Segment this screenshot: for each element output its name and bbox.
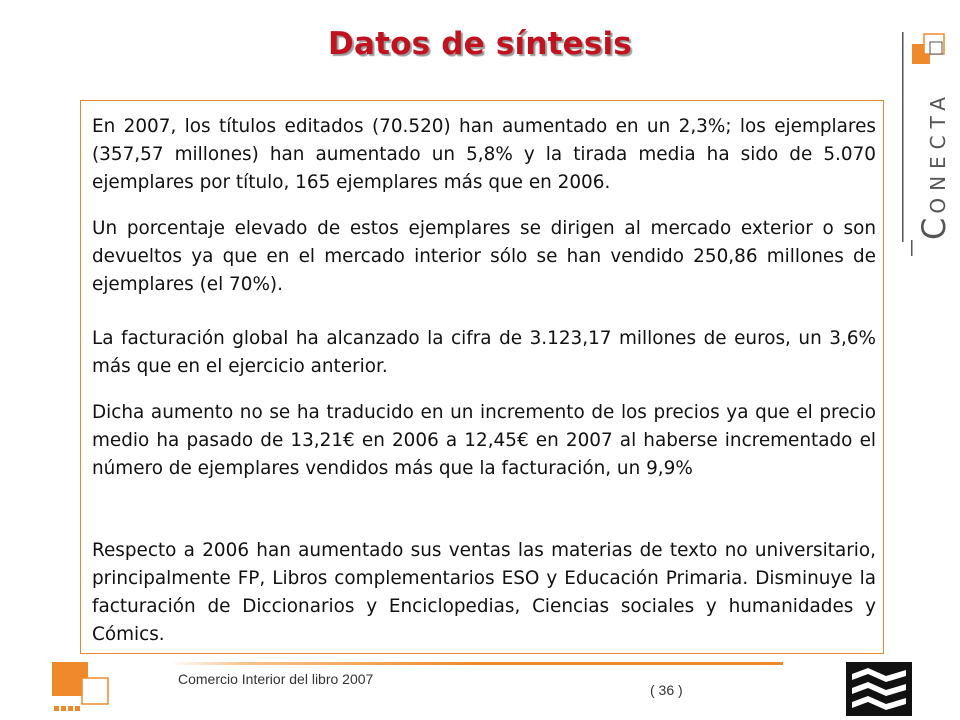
logo-rest: ONECTA: [926, 90, 950, 214]
paragraph-titles: En 2007, los títulos editados (70.520) han aumentado en un 2,3%; los ejemplares (357,57 millones) han aumentado un 5,8% y la tirada media ha sido de 5.070 ejemplares por título, 165 ejemplares más que en 2006.: [92, 116, 876, 193]
footer-divider: [170, 662, 783, 665]
page-number: ( 36 ): [650, 682, 683, 698]
paragraph-revenue: La facturación global ha alcanzado la cifra de 3.123,17 millones de euros, un 3,6% más que en el ejercicio anterior.: [92, 328, 876, 377]
publisher-logo: [846, 662, 912, 716]
paragraph-market: Un porcentaje elevado de estos ejemplares se dirigen al mercado exterior o son devueltos ya que en el mercado interior sólo se han vendido 250,86 millones de ejemplares (el 70%).: [92, 218, 876, 295]
logo-initial: C: [915, 213, 953, 240]
footer-caption: Comercio Interior del libro 2007: [178, 671, 374, 687]
squares-logo: [52, 662, 112, 714]
paragraph-subjects: Respecto a 2006 han aumentado sus ventas las materias de texto no universitario, principalmente FP, Libros complementarios ESO y Educación Primaria. Disminuye la facturación de Diccionarios y Enciclopedias, Ciencias sociales y humanidades y Cómics.: [92, 540, 876, 645]
paragraph-prices: Dicha aumento no se ha traducido en un incremento de los precios ya que el precio medio ha pasado de 13,21€ en 2006 a 12,45€ en 2007 al haberse incrementado el número de ejemplares vendidos más que la facturación, un 9,9%: [92, 402, 876, 479]
conecta-logo: [900, 28, 960, 258]
content-box: [80, 100, 884, 654]
slide-title: Datos de síntesis: [328, 26, 632, 62]
svg-text:CONECTA: [915, 90, 953, 240]
